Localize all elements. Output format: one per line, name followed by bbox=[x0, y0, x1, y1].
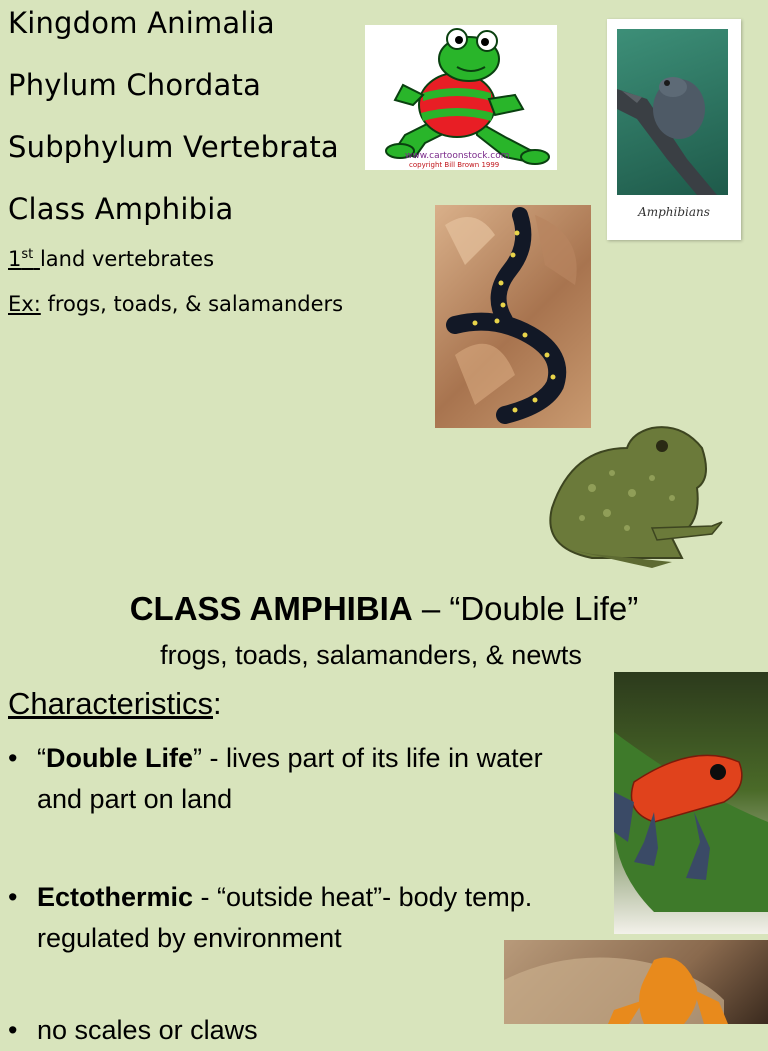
amphibians-caption: Amphibians bbox=[638, 205, 710, 219]
red-frog-photo bbox=[614, 672, 768, 934]
examples-label: Ex: bbox=[8, 292, 41, 316]
bullet-no-scales: • no scales or claws bbox=[8, 1010, 568, 1051]
kingdom-text: Kingdom Animalia bbox=[8, 6, 275, 40]
first-ordinal: 1st bbox=[8, 247, 34, 271]
orange-frog-photo bbox=[504, 940, 768, 1024]
cartoon-frog-image bbox=[365, 25, 557, 170]
examples-text: frogs, toads, & salamanders bbox=[40, 292, 344, 316]
characteristics-label: Characteristics: bbox=[8, 686, 222, 721]
bullet-dot: • bbox=[8, 1015, 18, 1045]
bullet-double-life: • “Double Life” - lives part of its life in water and part on land bbox=[8, 738, 568, 820]
heading-subtitle: frogs, toads, salamanders, & newts bbox=[160, 640, 582, 670]
tree-frog-photo bbox=[617, 29, 728, 195]
heading-bold: CLASS AMPHIBIA bbox=[129, 590, 413, 627]
cartoon-copyright: copyright Bill Brown 1999 bbox=[409, 161, 500, 169]
phylum-text: Phylum Chordata bbox=[8, 68, 262, 102]
heading-rest: – “Double Life” bbox=[412, 590, 639, 627]
cartoon-watermark: www.cartoonstock.com bbox=[405, 151, 510, 161]
section-heading bbox=[0, 590, 768, 628]
subphylum-text: Subphylum Vertebrata bbox=[8, 130, 339, 164]
salamander-photo bbox=[435, 205, 591, 428]
amphibians-photo-card bbox=[607, 19, 741, 240]
first-land-line: 1st land vertebrates bbox=[8, 247, 215, 271]
bullet-dot: • bbox=[8, 882, 18, 912]
bullet-ectothermic: • Ectothermic - “outside heat”- body temp. regulated by environment bbox=[8, 877, 568, 959]
class-text: Class Amphibia bbox=[8, 192, 234, 226]
examples-line bbox=[8, 292, 343, 316]
toad-image bbox=[532, 418, 728, 572]
bullet-dot: • bbox=[8, 743, 18, 773]
